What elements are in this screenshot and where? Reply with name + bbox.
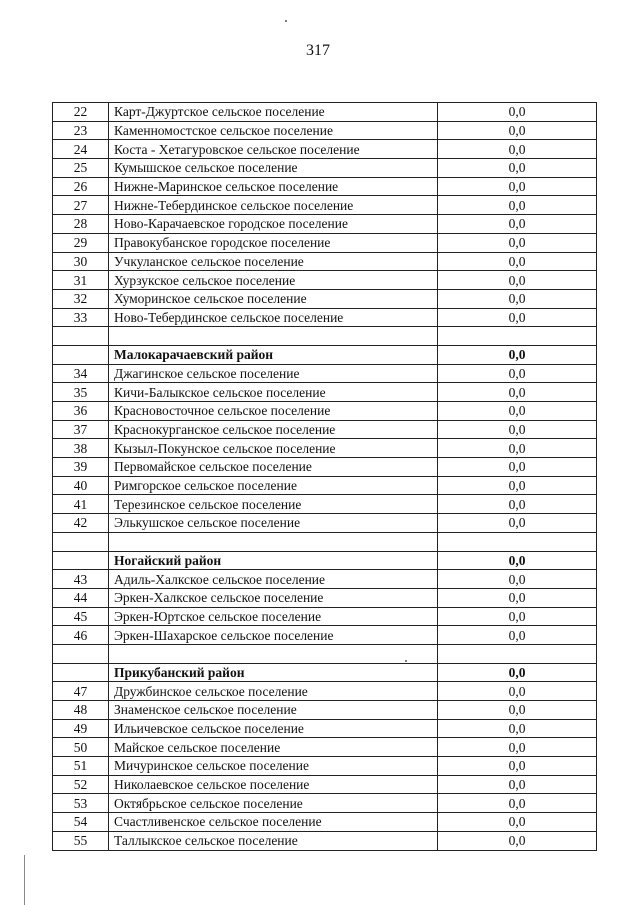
row-number-cell: 46 bbox=[53, 626, 109, 645]
amount-cell: 0,0 bbox=[438, 813, 597, 832]
settlement-name-cell: Знаменское сельское поселение bbox=[109, 701, 438, 720]
row-number-cell: 24 bbox=[53, 140, 109, 159]
table-row bbox=[53, 196, 597, 215]
amount-cell: 0,0 bbox=[438, 140, 597, 159]
row-number-cell: 38 bbox=[53, 439, 109, 458]
settlement-name-cell: Краснокурганское сельское поселение bbox=[109, 420, 438, 439]
settlement-name-cell: Нижне-Маринское сельское поселение bbox=[109, 177, 438, 196]
settlement-name-cell: Ногайский район bbox=[109, 551, 438, 570]
district-header-row bbox=[53, 663, 597, 682]
settlement-name-cell: Прикубанский район bbox=[109, 663, 438, 682]
amount-cell: 0,0 bbox=[438, 682, 597, 701]
settlement-name-cell: Майское сельское поселение bbox=[109, 738, 438, 757]
scan-speck bbox=[405, 660, 407, 662]
row-number-cell bbox=[53, 345, 109, 364]
table-row bbox=[53, 757, 597, 776]
settlement-name-cell: Николаевское сельское поселение bbox=[109, 775, 438, 794]
amount-cell: 0,0 bbox=[438, 719, 597, 738]
table-row bbox=[53, 813, 597, 832]
amount-cell: 0,0 bbox=[438, 701, 597, 720]
amount-cell: 0,0 bbox=[438, 420, 597, 439]
table-row bbox=[53, 252, 597, 271]
row-number-cell: 34 bbox=[53, 364, 109, 383]
district-header-row bbox=[53, 345, 597, 364]
amount-cell: 0,0 bbox=[438, 607, 597, 626]
row-number-cell: 44 bbox=[53, 588, 109, 607]
amount-cell: 0,0 bbox=[438, 663, 597, 682]
settlement-name-cell: Каменномостское сельское поселение bbox=[109, 121, 438, 140]
row-number-cell: 45 bbox=[53, 607, 109, 626]
table-row bbox=[53, 719, 597, 738]
row-number-cell: 52 bbox=[53, 775, 109, 794]
row-number-cell: 39 bbox=[53, 458, 109, 477]
amount-cell: 0,0 bbox=[438, 364, 597, 383]
settlement-name-cell: Учкуланское сельское поселение bbox=[109, 252, 438, 271]
settlement-name-cell: Кумышское сельское поселение bbox=[109, 159, 438, 178]
settlement-name-cell: Хуморинское сельское поселение bbox=[109, 289, 438, 308]
settlement-name-cell bbox=[109, 644, 438, 663]
row-number-cell: 29 bbox=[53, 233, 109, 252]
row-number-cell: 27 bbox=[53, 196, 109, 215]
row-number-cell: 35 bbox=[53, 383, 109, 402]
row-number-cell bbox=[53, 644, 109, 663]
settlement-name-cell: Кызыл-Покунское сельское поселение bbox=[109, 439, 438, 458]
row-number-cell: 47 bbox=[53, 682, 109, 701]
table-row bbox=[53, 738, 597, 757]
settlement-name-cell: Мичуринское сельское поселение bbox=[109, 757, 438, 776]
settlement-name-cell bbox=[109, 327, 438, 346]
settlement-name-cell: Коста - Хетагуровское сельское поселение bbox=[109, 140, 438, 159]
settlement-name-cell: Римгорское сельское поселение bbox=[109, 476, 438, 495]
table-row bbox=[53, 458, 597, 477]
row-number-cell: 49 bbox=[53, 719, 109, 738]
amount-cell bbox=[438, 644, 597, 663]
settlement-name-cell: Октябрьское сельское поселение bbox=[109, 794, 438, 813]
table-row bbox=[53, 701, 597, 720]
settlement-name-cell: Первомайское сельское поселение bbox=[109, 458, 438, 477]
table-row bbox=[53, 476, 597, 495]
table-row bbox=[53, 103, 597, 122]
row-number-cell bbox=[53, 551, 109, 570]
settlement-name-cell: Ново-Карачаевское городское поселение bbox=[109, 215, 438, 234]
amount-cell: 0,0 bbox=[438, 476, 597, 495]
table-row bbox=[53, 215, 597, 234]
table-row bbox=[53, 514, 597, 533]
table-row bbox=[53, 159, 597, 178]
amount-cell: 0,0 bbox=[438, 738, 597, 757]
table-row bbox=[53, 626, 597, 645]
row-number-cell: 54 bbox=[53, 813, 109, 832]
amount-cell: 0,0 bbox=[438, 196, 597, 215]
blank-row bbox=[53, 532, 597, 551]
row-number-cell: 26 bbox=[53, 177, 109, 196]
amount-cell: 0,0 bbox=[438, 831, 597, 850]
amount-cell: 0,0 bbox=[438, 402, 597, 421]
row-number-cell: 33 bbox=[53, 308, 109, 327]
settlement-name-cell: Счастливенское сельское поселение bbox=[109, 813, 438, 832]
amount-cell: 0,0 bbox=[438, 514, 597, 533]
table-row bbox=[53, 570, 597, 589]
row-number-cell bbox=[53, 663, 109, 682]
settlement-name-cell: Таллыкское сельское поселение bbox=[109, 831, 438, 850]
amount-cell: 0,0 bbox=[438, 775, 597, 794]
blank-row bbox=[53, 327, 597, 346]
settlement-name-cell: Карт-Джуртское сельское поселение bbox=[109, 103, 438, 122]
settlement-name-cell: Красновосточное сельское поселение bbox=[109, 402, 438, 421]
row-number-cell: 53 bbox=[53, 794, 109, 813]
amount-cell: 0,0 bbox=[438, 458, 597, 477]
amount-cell bbox=[438, 327, 597, 346]
settlement-name-cell: Ново-Тебердинское сельское поселение bbox=[109, 308, 438, 327]
settlement-name-cell: Правокубанское городское поселение bbox=[109, 233, 438, 252]
row-number-cell: 37 bbox=[53, 420, 109, 439]
settlement-name-cell: Терезинское сельское поселение bbox=[109, 495, 438, 514]
settlement-name-cell bbox=[109, 532, 438, 551]
amount-cell: 0,0 bbox=[438, 121, 597, 140]
settlement-name-cell: Дружбинское сельское поселение bbox=[109, 682, 438, 701]
row-number-cell: 43 bbox=[53, 570, 109, 589]
settlement-name-cell: Элькушское сельское поселение bbox=[109, 514, 438, 533]
amount-cell: 0,0 bbox=[438, 289, 597, 308]
table-row bbox=[53, 140, 597, 159]
settlement-name-cell: Малокарачаевский район bbox=[109, 345, 438, 364]
settlement-name-cell: Джагинское сельское поселение bbox=[109, 364, 438, 383]
table-row bbox=[53, 775, 597, 794]
table-row bbox=[53, 364, 597, 383]
table-row bbox=[53, 402, 597, 421]
settlement-name-cell: Ильичевское сельское поселение bbox=[109, 719, 438, 738]
page-number: 317 bbox=[306, 42, 330, 59]
settlement-name-cell: Эркен-Юртское сельское поселение bbox=[109, 607, 438, 626]
amount-cell: 0,0 bbox=[438, 271, 597, 290]
row-number-cell: 50 bbox=[53, 738, 109, 757]
amount-cell: 0,0 bbox=[438, 252, 597, 271]
table-row bbox=[53, 177, 597, 196]
settlement-name-cell: Эркен-Халкское сельское поселение bbox=[109, 588, 438, 607]
amount-cell bbox=[438, 532, 597, 551]
blank-row bbox=[53, 644, 597, 663]
amount-cell: 0,0 bbox=[438, 495, 597, 514]
row-number-cell: 40 bbox=[53, 476, 109, 495]
amount-cell: 0,0 bbox=[438, 215, 597, 234]
row-number-cell bbox=[53, 532, 109, 551]
settlement-name-cell: Хурзукское сельское поселение bbox=[109, 271, 438, 290]
table-row bbox=[53, 121, 597, 140]
table-row bbox=[53, 831, 597, 850]
amount-cell: 0,0 bbox=[438, 103, 597, 122]
settlement-name-cell: Нижне-Тебердинское сельское поселение bbox=[109, 196, 438, 215]
amount-cell: 0,0 bbox=[438, 588, 597, 607]
settlements-table bbox=[52, 102, 597, 851]
amount-cell: 0,0 bbox=[438, 177, 597, 196]
settlement-name-cell: Кичи-Балыкское сельское поселение bbox=[109, 383, 438, 402]
amount-cell: 0,0 bbox=[438, 383, 597, 402]
row-number-cell: 55 bbox=[53, 831, 109, 850]
row-number-cell: 36 bbox=[53, 402, 109, 421]
amount-cell: 0,0 bbox=[438, 439, 597, 458]
district-header-row bbox=[53, 551, 597, 570]
table-row bbox=[53, 233, 597, 252]
table-row bbox=[53, 383, 597, 402]
table-row bbox=[53, 439, 597, 458]
amount-cell: 0,0 bbox=[438, 794, 597, 813]
settlements-table-body bbox=[53, 103, 597, 851]
row-number-cell: 32 bbox=[53, 289, 109, 308]
amount-cell: 0,0 bbox=[438, 551, 597, 570]
amount-cell: 0,0 bbox=[438, 757, 597, 776]
row-number-cell: 22 bbox=[53, 103, 109, 122]
table-row bbox=[53, 607, 597, 626]
table-row bbox=[53, 271, 597, 290]
settlement-name-cell: Эркен-Шахарское сельское поселение bbox=[109, 626, 438, 645]
row-number-cell: 48 bbox=[53, 701, 109, 720]
row-number-cell: 42 bbox=[53, 514, 109, 533]
row-number-cell bbox=[53, 327, 109, 346]
row-number-cell: 41 bbox=[53, 495, 109, 514]
amount-cell: 0,0 bbox=[438, 308, 597, 327]
table-row bbox=[53, 420, 597, 439]
row-number-cell: 51 bbox=[53, 757, 109, 776]
amount-cell: 0,0 bbox=[438, 626, 597, 645]
table-row bbox=[53, 495, 597, 514]
table-row bbox=[53, 308, 597, 327]
amount-cell: 0,0 bbox=[438, 570, 597, 589]
amount-cell: 0,0 bbox=[438, 159, 597, 178]
table-row bbox=[53, 682, 597, 701]
table-row bbox=[53, 794, 597, 813]
settlement-name-cell: Адиль-Халкское сельское поселение bbox=[109, 570, 438, 589]
scan-speck bbox=[285, 20, 287, 22]
table-row bbox=[53, 588, 597, 607]
amount-cell: 0,0 bbox=[438, 233, 597, 252]
row-number-cell: 31 bbox=[53, 271, 109, 290]
row-number-cell: 28 bbox=[53, 215, 109, 234]
table-row bbox=[53, 289, 597, 308]
amount-cell: 0,0 bbox=[438, 345, 597, 364]
scan-margin-line bbox=[24, 855, 25, 905]
row-number-cell: 30 bbox=[53, 252, 109, 271]
row-number-cell: 23 bbox=[53, 121, 109, 140]
row-number-cell: 25 bbox=[53, 159, 109, 178]
